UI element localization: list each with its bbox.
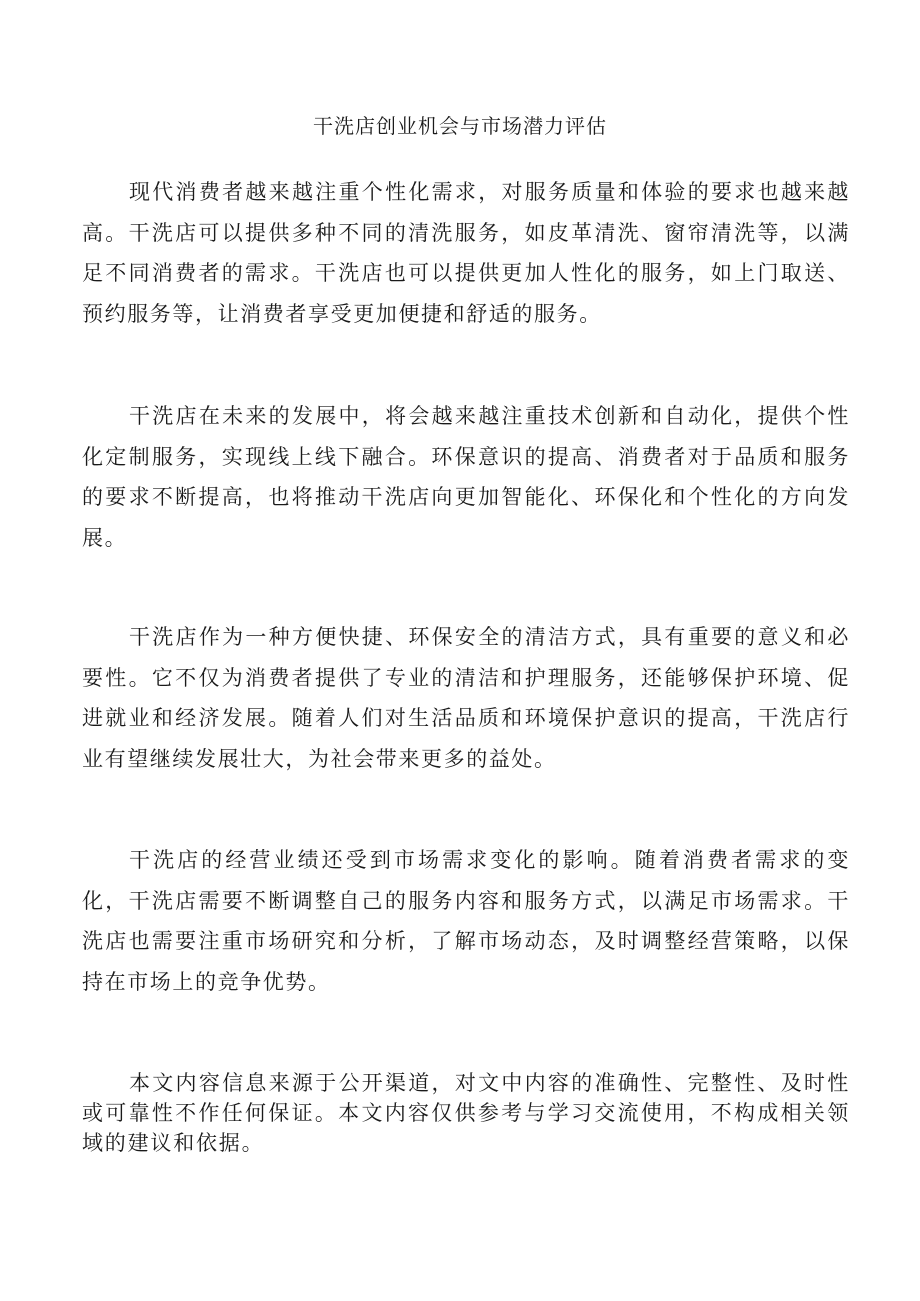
paragraph-2: 干洗店在未来的发展中，将会越来越注重技术创新和自动化，提供个性化定制服务，实现线上线下融合。环保意识的提高、消费者对于品质和服务的要求不断提高，也将推动干洗店向更加智能化、环保化和个性化的方向发展。 bbox=[82, 404, 850, 550]
disclaimer-text: 本文内容信息来源于公开渠道，对文中内容的准确性、完整性、及时性或可靠性不作任何保证。本文内容仅供参考与学习交流使用，不构成相关领域的建议和依据。 bbox=[82, 1071, 850, 1155]
paragraph-3: 干洗店作为一种方便快捷、环保安全的清洁方式，具有重要的意义和必要性。它不仅为消费者提供了专业的清洁和护理服务，还能够保护环境、促进就业和经济发展。随着人们对生活品质和环境保护意识的提高，干洗店行业有望继续发展壮大，为社会带来更多的益处。 bbox=[82, 625, 850, 771]
document-title: 干洗店创业机会与市场潜力评估 bbox=[313, 114, 607, 138]
paragraph-4: 干洗店的经营业绩还受到市场需求变化的影响。随着消费者需求的变化，干洗店需要不断调整自己的服务内容和服务方式，以满足市场需求。干洗店也需要注重市场研究和分析，了解市场动态，及时调整经营策略，以保持在市场上的竞争优势。 bbox=[82, 848, 850, 994]
paragraph-1: 现代消费者越来越注重个性化需求，对服务质量和体验的要求也越来越高。干洗店可以提供多种不同的清洗服务，如皮革清洗、窗帘清洗等，以满足不同消费者的需求。干洗店也可以提供更加人性化的服务，如上门取送、预约服务等，让消费者享受更加便捷和舒适的服务。 bbox=[82, 180, 850, 326]
